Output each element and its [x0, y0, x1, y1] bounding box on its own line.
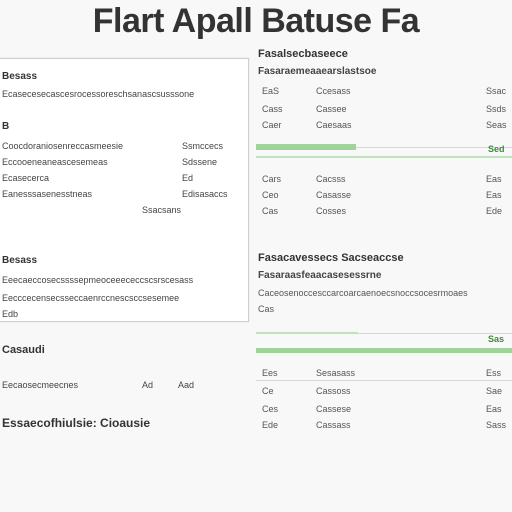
table-title: Fasalsecbaseece [258, 48, 348, 60]
table-cell: Cassese [316, 404, 352, 414]
table-cell: Cars [262, 174, 282, 184]
table-cell: Sesasass [316, 368, 356, 378]
text-line: Eecccecensecsseccaenrccnescsccsesemee [2, 293, 180, 303]
text-line: Essaecofhiulsie: Cioausie [2, 416, 151, 430]
text-line: Ssmccecs [182, 141, 224, 151]
text-line: Eeecaeccosecssssepmeoceeececcscsrscesass [2, 275, 194, 285]
table-cell: Eas [486, 190, 502, 200]
summary-section [0, 340, 250, 440]
table-cell: Cas [262, 206, 279, 216]
table-bottom [256, 250, 512, 440]
table-cell: Sass [486, 420, 507, 430]
table-cell: Caer [262, 120, 282, 130]
table-cell: EaS [262, 86, 280, 96]
text-line: Eanesssasenesstneas [2, 189, 93, 199]
table-cell: Ces [262, 404, 279, 414]
text-line: Edb [2, 309, 19, 319]
text-line: Ad [142, 380, 154, 390]
row-divider [256, 156, 512, 158]
row-divider [256, 332, 358, 334]
table-subtitle: Fasaraemeaaearslastsoe [258, 66, 377, 77]
table-cell: Cassoss [316, 386, 351, 396]
table-cell: Seas [486, 120, 507, 130]
table-cell: Sed [488, 144, 505, 154]
table-cell: Cass [262, 104, 283, 114]
page-title: Flart Apall Batuse Fa [92, 2, 420, 40]
table-cell: Sas [488, 334, 505, 344]
table-cell: Eas [486, 404, 502, 414]
section-heading: Besass [2, 71, 38, 82]
text-line: Eecaosecmeecnes [2, 380, 79, 390]
text-line: Caceosenoccesccarcoarcaenoecsnoccsocesrmoaes [258, 288, 468, 298]
table-cell: Ede [262, 420, 279, 430]
table-cell: Ssds [486, 104, 507, 114]
section-heading: Besass [2, 255, 38, 266]
table-cell: Casasse [316, 190, 352, 200]
table-cell: Cassass [316, 420, 351, 430]
table-cell: Sae [486, 386, 503, 396]
text-line: Ecasecesecascesrocessoreschsanascsusssone [2, 89, 195, 99]
table-cell: Ceo [262, 190, 279, 200]
table-cell: Ccesass [316, 86, 351, 96]
table-cell: Eas [486, 174, 502, 184]
row-divider [256, 380, 512, 381]
text-line: Edisasaccs [182, 189, 228, 199]
section-heading: B [2, 121, 10, 132]
text-line: Coocdoraniosenreccasmeesie [2, 141, 124, 151]
table-cell: Ees [262, 368, 278, 378]
table-cell: Ess [486, 368, 502, 378]
table-cell: Cosses [316, 206, 347, 216]
document-panel [0, 58, 249, 322]
text-line: Sdssene [182, 157, 218, 167]
highlight-bar [256, 144, 356, 150]
table-title: Fasacavessecs Sacseaccse [258, 252, 404, 264]
section-heading: Casaudi [2, 344, 45, 356]
text-line: Cas [258, 304, 275, 314]
text-line: Ssacsans [142, 205, 182, 215]
table-cell: Ce [262, 386, 274, 396]
table-cell: Ssac [486, 86, 507, 96]
table-top [256, 46, 512, 236]
table-subtitle: Fasaraasfeaacasesessrne [258, 270, 382, 281]
text-line: Eccooeneaneascesemeas [2, 157, 108, 167]
table-cell: Ede [486, 206, 503, 216]
text-line: Ecasecerca [2, 173, 50, 183]
highlight-bar [256, 348, 512, 353]
text-line: Ed [182, 173, 194, 183]
table-cell: Cassee [316, 104, 347, 114]
table-cell: Caesaas [316, 120, 352, 130]
table-cell: Cacsss [316, 174, 346, 184]
text-line: Aad [178, 380, 195, 390]
